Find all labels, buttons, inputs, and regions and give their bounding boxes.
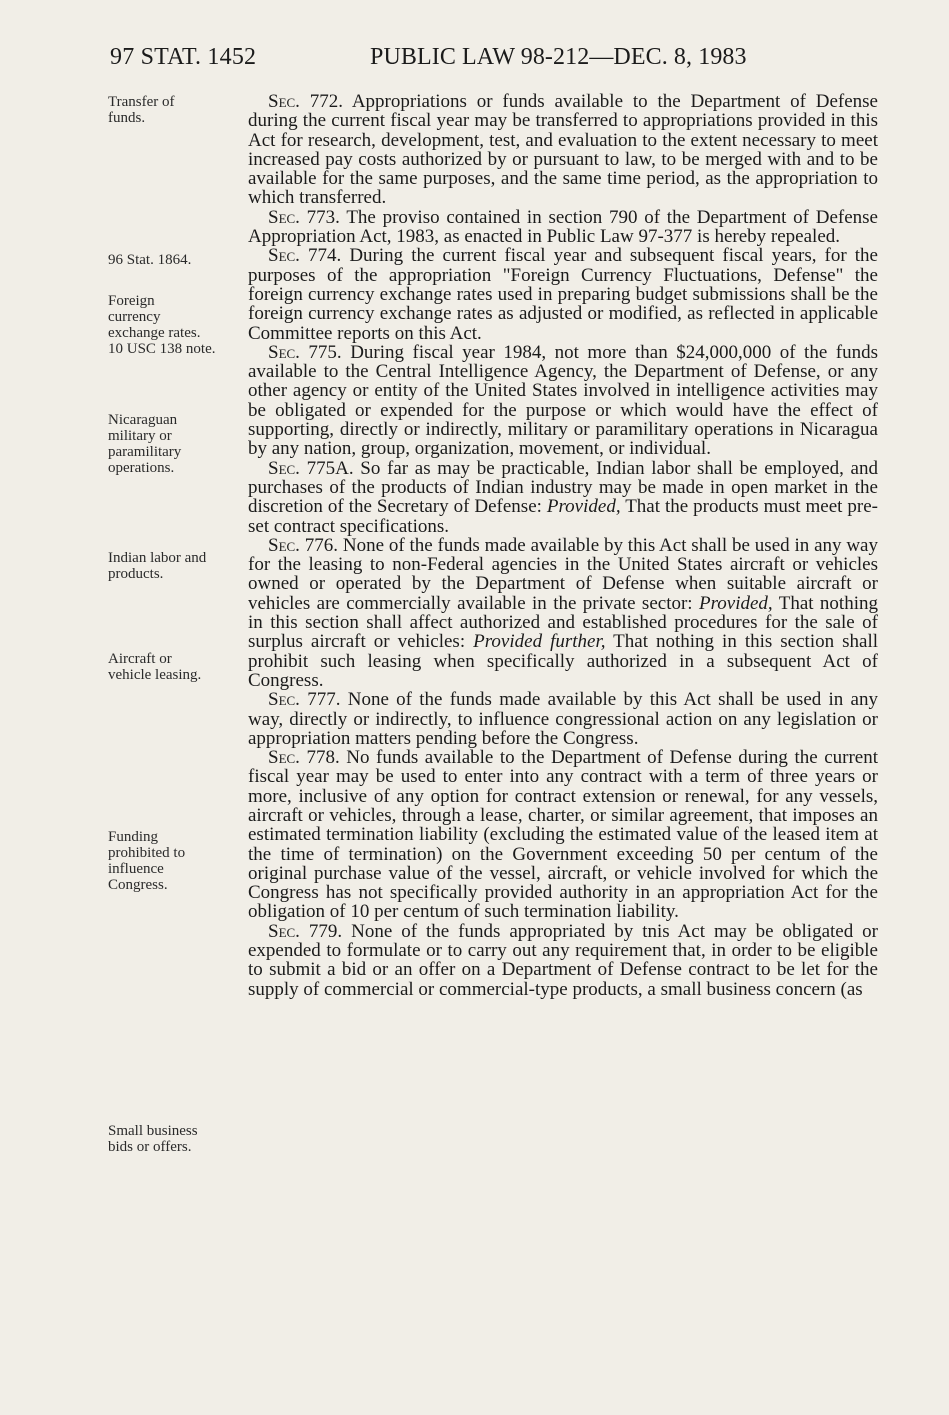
section-text: None of the funds made available by this Act shall be used in any way for the leasing to non-Federal agencies in the United States aircraft or vehicles owned or operated by the Department of Defense when suitable aircraft or vehicles are commercially available in the private sector:	[248, 534, 878, 614]
section-text-continued: That nothing in this section shall affect authorized and established procedures for the sale of surplus aircraft or vehicles:	[248, 592, 878, 653]
section-779	[248, 922, 878, 999]
section-label: Sec. 777.	[268, 689, 341, 711]
section-text: None of the funds appropriated by tnis Act may be obligated or expended to formulate or to carry out any requirement that, in order to be eligible to submit a bid or an offer on a Department of Defense contract to be let for the supply of commercial or commercial-type products, a small business concern (as	[248, 920, 879, 1000]
section-label: Sec. 779.	[268, 920, 343, 942]
section-text: During the current fiscal year and subsequent fiscal years, for the purposes of the appropriation "Foreign Currency Fluctuations, Defense" the foreign currency exchange rates used in preparing budget submissions shall be the foreign currency exchange rates as adjusted or modified, as reflected in applicable Committee reports on this Act.	[248, 245, 878, 344]
section-773	[248, 208, 878, 247]
section-text: The proviso contained in section 790 of the Department of Defense Appropriation Act, 1983, as enacted in Public Law 97-377 is hereby repealed.	[248, 206, 878, 248]
public-law-title: PUBLIC LAW 98-212—DEC. 8, 1983	[370, 44, 747, 70]
margin-note-foreign-currency: Foreign currency exchange rates. 10 USC 138 note.	[108, 293, 216, 357]
page-header	[100, 44, 880, 78]
margin-note-indian-labor: Indian labor and products.	[108, 550, 207, 582]
section-775	[248, 343, 878, 459]
margin-note-funding-prohibited: Funding prohibited to influence Congress.	[108, 829, 186, 893]
margin-note-transfer-of-funds: Transfer of funds.	[108, 94, 175, 126]
proviso-italic: Provided,	[546, 496, 621, 518]
statute-page-number: 97 STAT. 1452	[110, 44, 257, 70]
proviso-further-italic: Provided further,	[473, 631, 606, 653]
section-label: Sec. 774.	[268, 245, 342, 267]
section-label: Sec. 775A.	[268, 457, 354, 479]
section-text-continued: That the products must meet pre-set contract specifications.	[248, 496, 878, 537]
section-text: During fiscal year 1984, not more than $24,000,000 of the funds available to the Central Intelligence Agency, the Department of Defense, or any other agency or entity of the United States involved in intelligence activities may be obligated or expended for the purpose or which would have the effect of supporting, directly or indirectly, military or paramilitary operations in Nicaragua by any nation, group, organization, movement, or individual.	[248, 341, 878, 460]
section-775a	[248, 459, 878, 536]
margin-note-96-stat: 96 Stat. 1864.	[108, 252, 192, 268]
section-label: Sec. 775.	[268, 341, 342, 363]
section-label: Sec. 778.	[268, 747, 340, 769]
section-778	[248, 748, 878, 922]
margin-note-aircraft-leasing: Aircraft or vehicle leasing.	[108, 651, 202, 683]
statute-body	[248, 92, 878, 999]
proviso-italic: Provided,	[698, 592, 773, 614]
section-776	[248, 536, 878, 690]
section-label: Sec. 772.	[268, 91, 344, 112]
section-text: So far as may be practicable, Indian labor shall be employed, and purchases of the products of Indian industry may be made in open market in the discretion of the Secretary of Defense:	[248, 457, 878, 518]
section-text: Appropriations or funds available to the Department of Defense during the current fiscal year may be transferred to appropriations provided in this Act for research, development, test, and evaluation to the extent necessary to meet increased pay costs authorized by or pursuant to law, to be merged with and to be available for the same purposes, and the same time period, as the appropriation to which transferred.	[248, 91, 878, 209]
section-text-final: That nothing in this section shall prohibit such leasing when specifically authorized in a subsequent Act of Congress.	[248, 631, 878, 691]
section-774	[248, 246, 878, 342]
section-text: None of the funds made available by this Act shall be used in any way, directly or indirectly, to influence congressional action on any legislation or appropriation matters pending before the Congress.	[248, 689, 878, 749]
section-772	[248, 92, 878, 208]
section-777	[248, 690, 878, 748]
margin-note-small-business: Small business bids or offers.	[108, 1123, 198, 1155]
section-text: No funds available to the Department of Defense during the current fiscal year may be used to enter into any contract with a term of three years or more, inclusive of any option for contract extension or renewal, for any vessels, aircraft or vehicles, through a lease, charter, or similar agreement, that imposes an estimated termination liability (excluding the estimated value of the leased item at the time of termination) on the Government exceeding 50 per centum of the original purchase value of the vessel, aircraft, or vehicle involved for which the Congress has not specifically provided authority in an appropriation Act for the obligation of 10 per centum of such termination liability.	[248, 747, 878, 923]
section-label: Sec. 773.	[268, 206, 340, 228]
section-label: Sec. 776.	[268, 534, 339, 556]
margin-note-nicaraguan-operations: Nicaraguan military or paramilitary operations.	[108, 412, 182, 476]
